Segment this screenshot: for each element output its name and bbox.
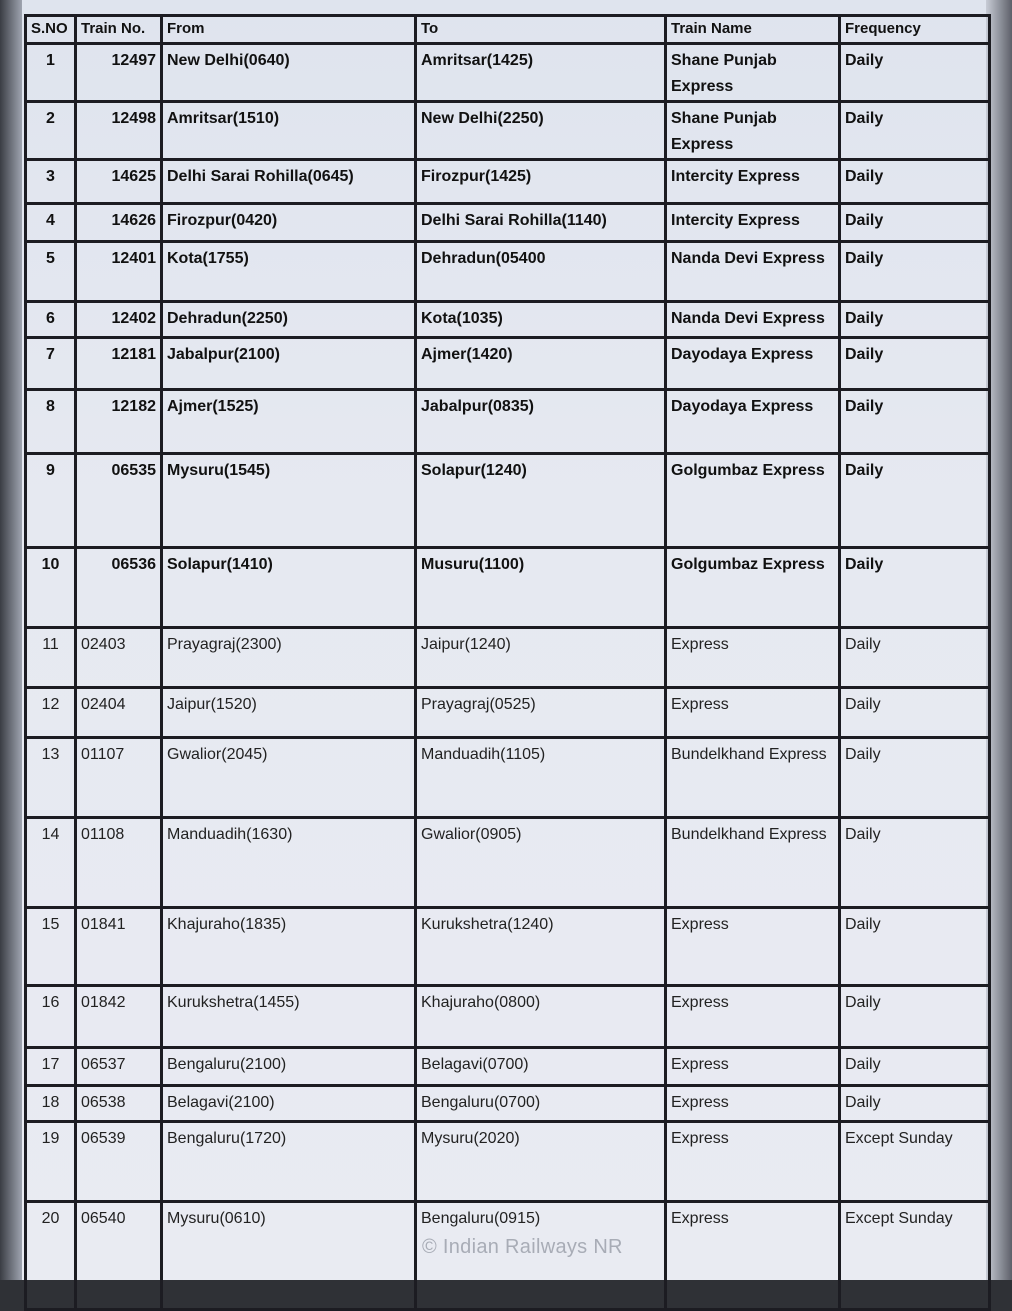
- from-cell: Amritsar(1510): [162, 102, 416, 160]
- train-name-cell: Express: [666, 1202, 840, 1310]
- train-name-cell: Express: [666, 628, 840, 688]
- train-name-cell: Dayodaya Express: [666, 338, 840, 390]
- sno-cell: 16: [26, 986, 76, 1048]
- sno-cell: 13: [26, 738, 76, 818]
- from-cell: Belagavi(2100): [162, 1086, 416, 1122]
- table-row: [26, 338, 990, 390]
- table-row: [26, 44, 990, 102]
- train-name-cell: Bundelkhand Express: [666, 738, 840, 818]
- photo-shadow-left: [0, 0, 22, 1280]
- table-row: [26, 160, 990, 204]
- table-row: [26, 818, 990, 908]
- train-name-cell: Intercity Express: [666, 204, 840, 242]
- table-row: [26, 454, 990, 548]
- frequency-cell: Daily: [840, 390, 990, 454]
- train-no-cell: 02404: [76, 688, 162, 738]
- sno-cell: 20: [26, 1202, 76, 1310]
- train-name-cell: Intercity Express: [666, 160, 840, 204]
- sno-cell: 19: [26, 1122, 76, 1202]
- train-name-cell: Express: [666, 1086, 840, 1122]
- train-name-cell: Golgumbaz Express: [666, 454, 840, 548]
- table-row: [26, 738, 990, 818]
- from-cell: Bengaluru(2100): [162, 1048, 416, 1086]
- frequency-cell: Except Sunday: [840, 1122, 990, 1202]
- table-row: [26, 242, 990, 302]
- frequency-cell: Daily: [840, 242, 990, 302]
- to-cell: Mysuru(2020): [416, 1122, 666, 1202]
- train-schedule-table: [24, 14, 991, 1311]
- from-cell: Kota(1755): [162, 242, 416, 302]
- train-no-cell: 06540: [76, 1202, 162, 1310]
- from-cell: Kurukshetra(1455): [162, 986, 416, 1048]
- frequency-cell: Daily: [840, 454, 990, 548]
- train-no-cell: 06536: [76, 548, 162, 628]
- table-row: [26, 986, 990, 1048]
- frequency-cell: Daily: [840, 1048, 990, 1086]
- to-cell: Gwalior(0905): [416, 818, 666, 908]
- from-cell: Jabalpur(2100): [162, 338, 416, 390]
- to-cell: Solapur(1240): [416, 454, 666, 548]
- to-cell: Bengaluru(0700): [416, 1086, 666, 1122]
- train-no-cell: 14625: [76, 160, 162, 204]
- frequency-cell: Daily: [840, 908, 990, 986]
- header-frequency: Frequency: [840, 16, 990, 44]
- from-cell: Gwalior(2045): [162, 738, 416, 818]
- sno-cell: 10: [26, 548, 76, 628]
- to-cell: Manduadih(1105): [416, 738, 666, 818]
- to-cell: Musuru(1100): [416, 548, 666, 628]
- sno-cell: 18: [26, 1086, 76, 1122]
- frequency-cell: Daily: [840, 688, 990, 738]
- to-cell: Firozpur(1425): [416, 160, 666, 204]
- sno-cell: 17: [26, 1048, 76, 1086]
- train-name-cell: Express: [666, 688, 840, 738]
- train-no-cell: 01107: [76, 738, 162, 818]
- frequency-cell: Daily: [840, 44, 990, 102]
- frequency-cell: Daily: [840, 302, 990, 338]
- to-cell: Prayagraj(0525): [416, 688, 666, 738]
- from-cell: Solapur(1410): [162, 548, 416, 628]
- sno-cell: 14: [26, 818, 76, 908]
- train-no-cell: 06539: [76, 1122, 162, 1202]
- train-no-cell: 12497: [76, 44, 162, 102]
- train-no-cell: 06538: [76, 1086, 162, 1122]
- train-name-cell: Express: [666, 986, 840, 1048]
- watermark: © Indian Railways NR: [422, 1236, 623, 1258]
- sno-cell: 5: [26, 242, 76, 302]
- train-no-cell: 02403: [76, 628, 162, 688]
- header-train-no: Train No.: [76, 16, 162, 44]
- train-name-cell: Shane Punjab Express: [666, 44, 840, 102]
- from-cell: Bengaluru(1720): [162, 1122, 416, 1202]
- from-cell: New Delhi(0640): [162, 44, 416, 102]
- table-header-row: [26, 16, 990, 44]
- frequency-cell: Daily: [840, 548, 990, 628]
- train-no-cell: 12182: [76, 390, 162, 454]
- train-no-cell: 06535: [76, 454, 162, 548]
- train-name-cell: Dayodaya Express: [666, 390, 840, 454]
- to-cell: Khajuraho(0800): [416, 986, 666, 1048]
- table-row: [26, 548, 990, 628]
- train-name-cell: Bundelkhand Express: [666, 818, 840, 908]
- frequency-cell: Daily: [840, 628, 990, 688]
- table-body: [26, 44, 990, 1310]
- train-no-cell: 01842: [76, 986, 162, 1048]
- train-no-cell: 12402: [76, 302, 162, 338]
- table-row: [26, 1048, 990, 1086]
- header-from: From: [162, 16, 416, 44]
- table-row: [26, 1086, 990, 1122]
- table-row: [26, 908, 990, 986]
- from-cell: Manduadih(1630): [162, 818, 416, 908]
- train-no-cell: 12498: [76, 102, 162, 160]
- frequency-cell: Except Sunday: [840, 1202, 990, 1310]
- to-cell: Amritsar(1425): [416, 44, 666, 102]
- table-row: [26, 102, 990, 160]
- sno-cell: 2: [26, 102, 76, 160]
- train-no-cell: 06537: [76, 1048, 162, 1086]
- train-no-cell: 14626: [76, 204, 162, 242]
- from-cell: Mysuru(1545): [162, 454, 416, 548]
- train-name-cell: Nanda Devi Express: [666, 302, 840, 338]
- from-cell: Mysuru(0610): [162, 1202, 416, 1310]
- to-cell: Jabalpur(0835): [416, 390, 666, 454]
- header-train-name: Train Name: [666, 16, 840, 44]
- to-cell: Dehradun(05400: [416, 242, 666, 302]
- table-row: [26, 628, 990, 688]
- from-cell: Jaipur(1520): [162, 688, 416, 738]
- from-cell: Firozpur(0420): [162, 204, 416, 242]
- frequency-cell: Daily: [840, 102, 990, 160]
- to-cell: Ajmer(1420): [416, 338, 666, 390]
- from-cell: Ajmer(1525): [162, 390, 416, 454]
- train-name-cell: Shane Punjab Express: [666, 102, 840, 160]
- from-cell: Dehradun(2250): [162, 302, 416, 338]
- to-cell: Jaipur(1240): [416, 628, 666, 688]
- train-no-cell: 12401: [76, 242, 162, 302]
- sno-cell: 11: [26, 628, 76, 688]
- train-name-cell: Express: [666, 1122, 840, 1202]
- table-row: [26, 390, 990, 454]
- train-no-cell: 01841: [76, 908, 162, 986]
- frequency-cell: Daily: [840, 204, 990, 242]
- frequency-cell: Daily: [840, 986, 990, 1048]
- sno-cell: 8: [26, 390, 76, 454]
- frequency-cell: Daily: [840, 738, 990, 818]
- frequency-cell: Daily: [840, 1086, 990, 1122]
- train-name-cell: Nanda Devi Express: [666, 242, 840, 302]
- to-cell: Kurukshetra(1240): [416, 908, 666, 986]
- header-to: To: [416, 16, 666, 44]
- sno-cell: 1: [26, 44, 76, 102]
- frequency-cell: Daily: [840, 818, 990, 908]
- to-cell: Delhi Sarai Rohilla(1140): [416, 204, 666, 242]
- frequency-cell: Daily: [840, 338, 990, 390]
- frequency-cell: Daily: [840, 160, 990, 204]
- train-no-cell: 12181: [76, 338, 162, 390]
- table-row: [26, 1122, 990, 1202]
- table-row: [26, 204, 990, 242]
- sno-cell: 12: [26, 688, 76, 738]
- sno-cell: 7: [26, 338, 76, 390]
- to-cell: Bengaluru(0915): [416, 1202, 666, 1310]
- from-cell: Prayagraj(2300): [162, 628, 416, 688]
- to-cell: New Delhi(2250): [416, 102, 666, 160]
- to-cell: Belagavi(0700): [416, 1048, 666, 1086]
- from-cell: Delhi Sarai Rohilla(0645): [162, 160, 416, 204]
- from-cell: Khajuraho(1835): [162, 908, 416, 986]
- train-name-cell: Express: [666, 908, 840, 986]
- sno-cell: 15: [26, 908, 76, 986]
- sno-cell: 9: [26, 454, 76, 548]
- train-name-cell: Golgumbaz Express: [666, 548, 840, 628]
- to-cell: Kota(1035): [416, 302, 666, 338]
- table-row: [26, 688, 990, 738]
- sno-cell: 3: [26, 160, 76, 204]
- sno-cell: 6: [26, 302, 76, 338]
- train-name-cell: Express: [666, 1048, 840, 1086]
- header-sno: S.NO: [26, 16, 76, 44]
- train-no-cell: 01108: [76, 818, 162, 908]
- sno-cell: 4: [26, 204, 76, 242]
- table-row: [26, 302, 990, 338]
